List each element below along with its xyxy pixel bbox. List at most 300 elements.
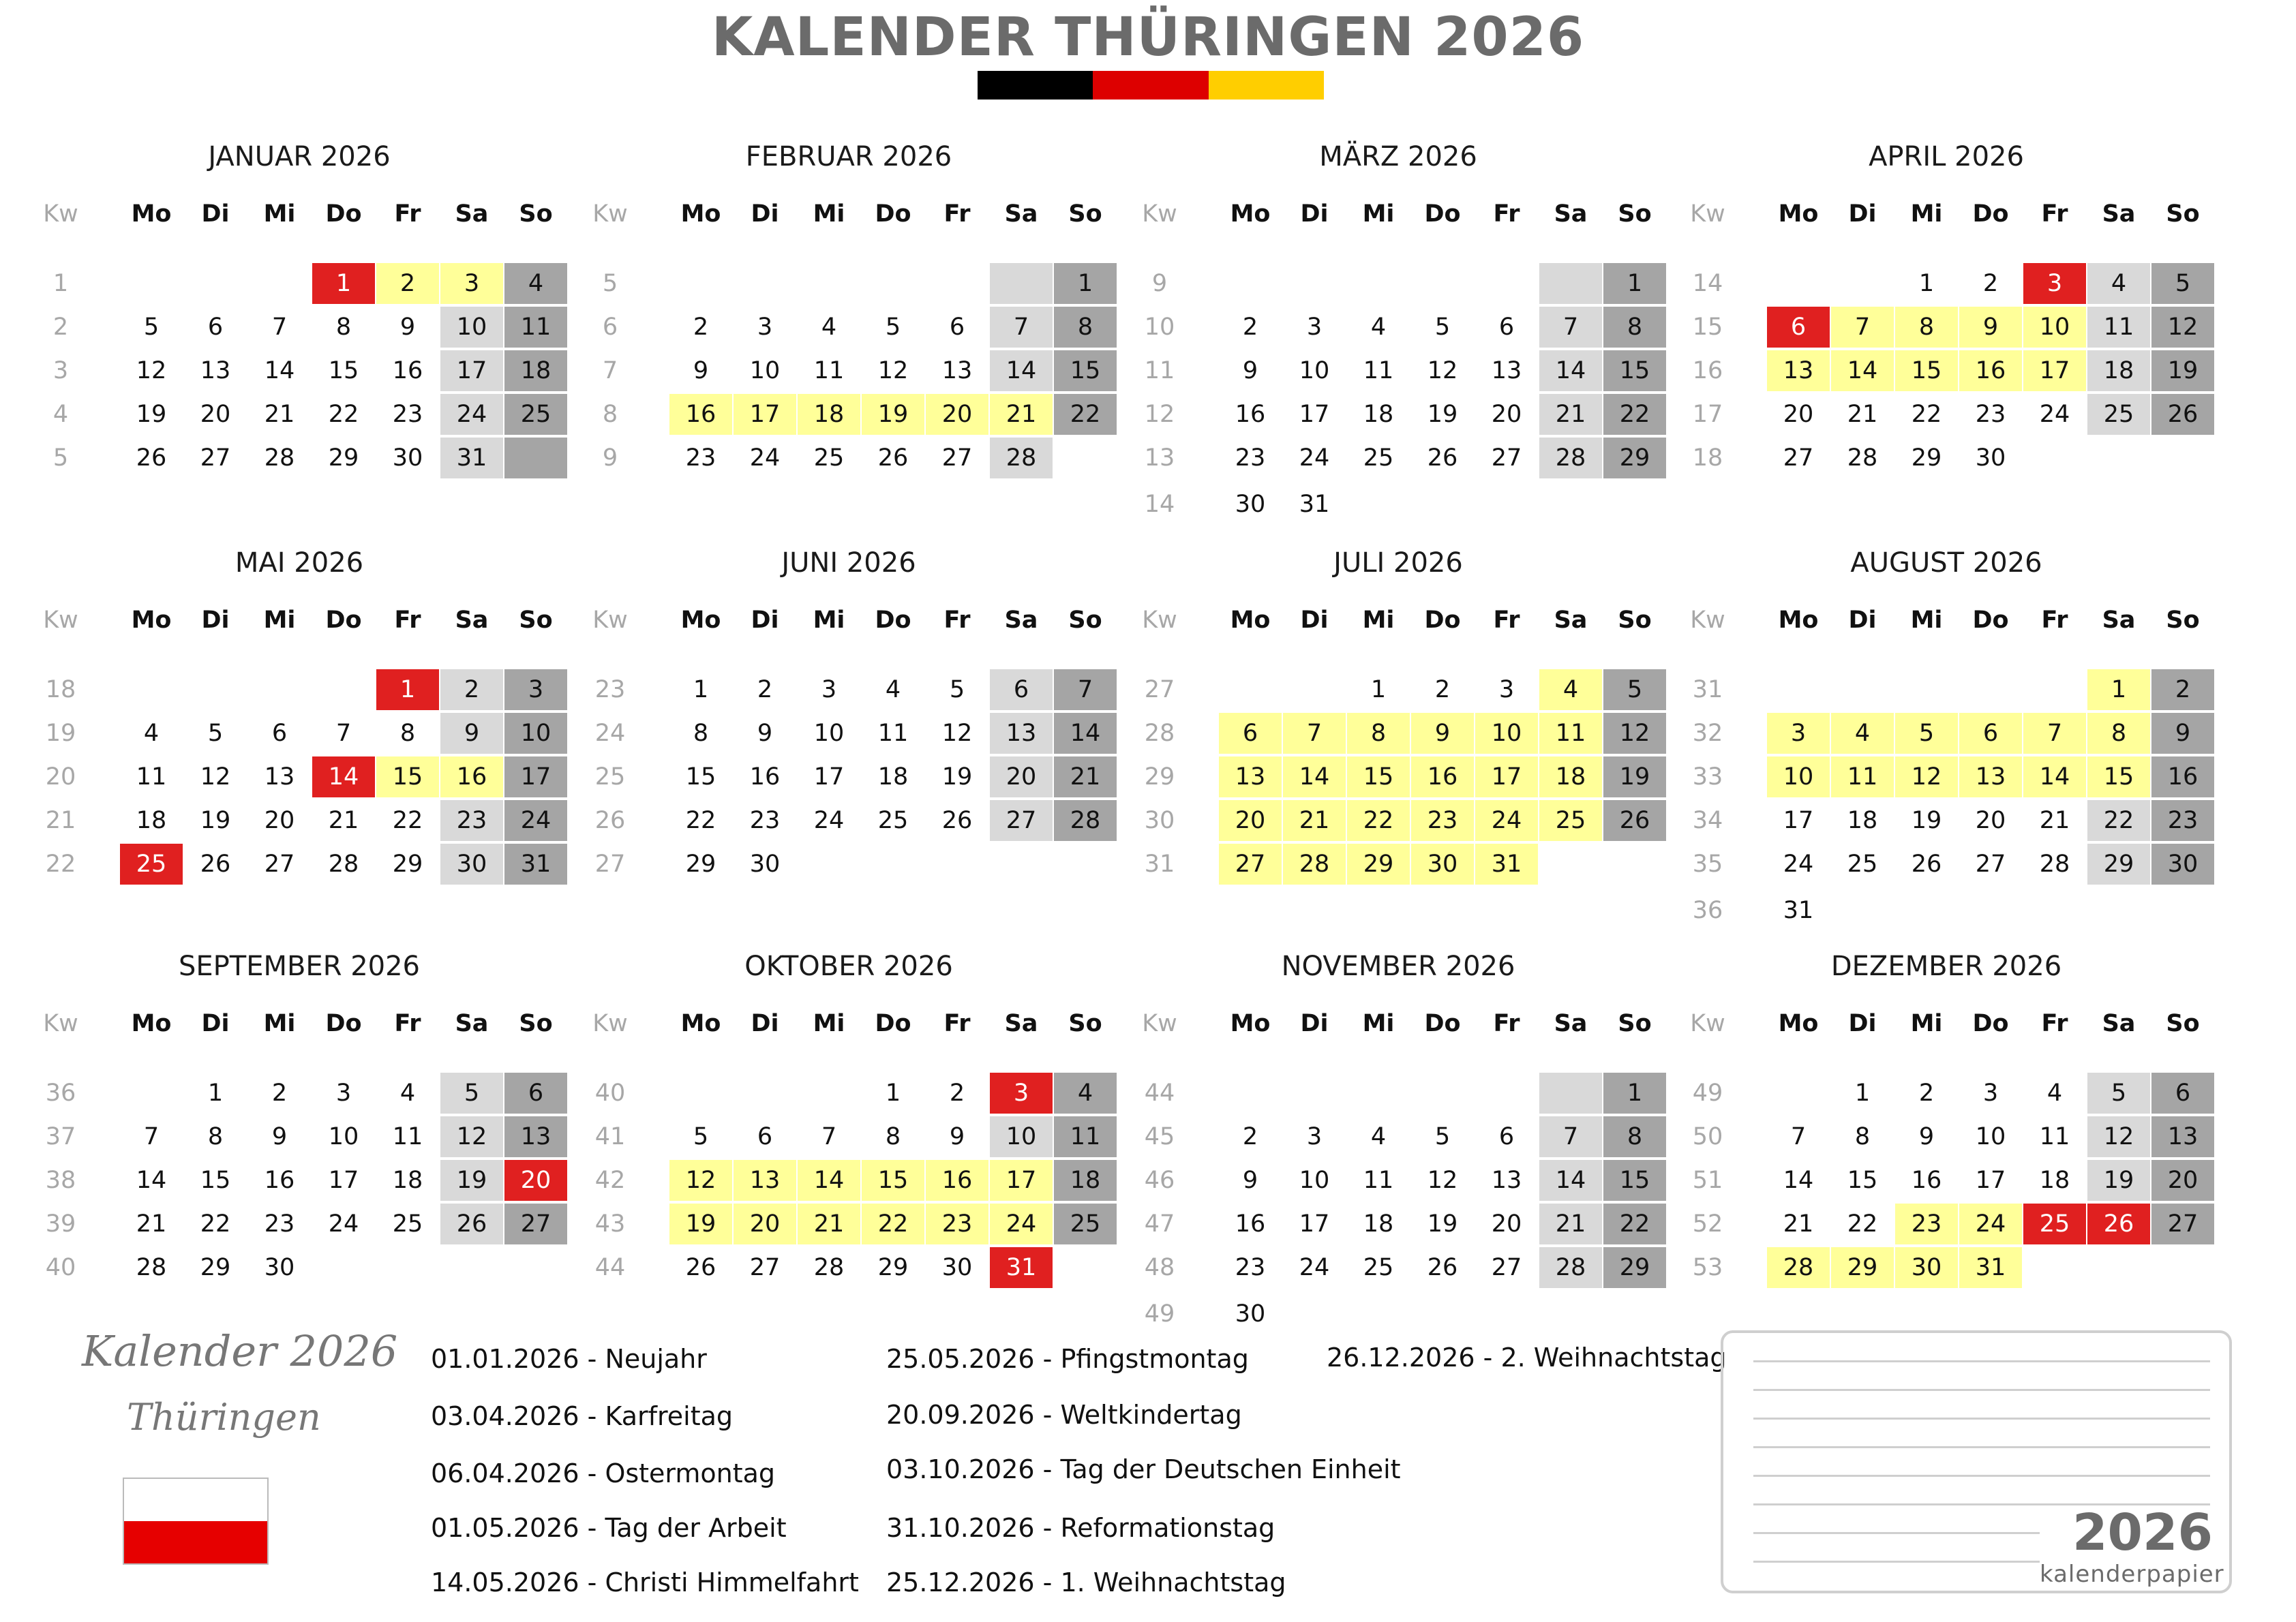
day-cell: 7: [1831, 307, 1894, 348]
day-cell: 9: [693, 357, 709, 384]
day-cell: 3: [335, 1080, 352, 1107]
day-cell: 21: [798, 1204, 860, 1244]
day-cell: 25: [2023, 1204, 2086, 1244]
day-cell: 17: [328, 1167, 359, 1194]
day-cell: 12: [1603, 713, 1666, 754]
day-cell: 25: [504, 394, 567, 435]
holiday-entry: 25.05.2026 - Pfingstmontag: [886, 1344, 1249, 1374]
month-title: JULI 2026: [1333, 547, 1463, 579]
day-cell: 4: [1539, 669, 1602, 710]
day-cell: 6: [271, 720, 288, 747]
day-cell: 14: [1831, 350, 1894, 391]
day-cell: 14: [798, 1160, 860, 1201]
weekday-header: So: [1068, 1010, 1102, 1037]
day-cell: 18: [136, 807, 167, 834]
notes-year: 2026: [2072, 1503, 2213, 1562]
week-number: 39: [45, 1210, 76, 1238]
day-cell: 18: [392, 1167, 423, 1194]
day-cell: 15: [1895, 350, 1958, 391]
week-number: 47: [1144, 1210, 1175, 1238]
day-cell: 18: [1363, 401, 1394, 428]
day-cell: 10: [990, 1116, 1053, 1157]
week-number: 9: [602, 444, 618, 472]
day-cell: 3: [821, 676, 837, 703]
weekday-header: Sa: [1554, 607, 1588, 634]
day-cell: 10: [440, 307, 503, 348]
german-flag-icon: [978, 71, 1324, 100]
day-cell: 4: [1831, 713, 1894, 754]
day-cell: 30: [1975, 444, 2006, 472]
month-9: [30, 946, 569, 1355]
day-cell: 20: [734, 1204, 796, 1244]
day-cell: 13: [1491, 357, 1522, 384]
weekday-header: So: [519, 607, 553, 634]
day-cell: 28: [2039, 851, 2070, 878]
week-number: 8: [602, 401, 618, 428]
day-cell: 4: [2087, 263, 2150, 304]
holiday-entry: 03.04.2026 - Karfreitag: [431, 1401, 734, 1431]
month-title: JANUAR 2026: [208, 141, 391, 172]
day-cell: 20: [926, 394, 988, 435]
week-number: 31: [1144, 851, 1175, 878]
day-cell: 24: [749, 444, 781, 472]
day-cell: 21: [1847, 401, 1878, 428]
week-number: 17: [1692, 401, 1723, 428]
weekday-header: Mi: [1910, 200, 1943, 228]
day-cell: 6: [990, 669, 1053, 710]
weekday-header: Mo: [1230, 1010, 1271, 1037]
holiday-entry: 06.04.2026 - Ostermontag: [431, 1458, 776, 1488]
day-cell: 30: [2151, 844, 2214, 885]
weekday-header: Fr: [394, 1010, 421, 1037]
kw-header: Kw: [1142, 607, 1177, 634]
holiday-entry: 14.05.2026 - Christi Himmelfahrt: [431, 1567, 859, 1597]
day-cell: 31: [440, 438, 503, 478]
day-cell: 5: [1603, 669, 1666, 710]
month-2: [579, 136, 1118, 545]
day-cell: 4: [1370, 313, 1387, 341]
weekday-header: Sa: [1004, 1010, 1038, 1037]
day-cell: 29: [685, 851, 716, 878]
weekday-header: So: [2166, 200, 2200, 228]
week-number: 49: [1144, 1300, 1175, 1328]
day-cell: 2: [376, 263, 439, 304]
day-cell: 22: [392, 807, 423, 834]
weekday-header: Fr: [943, 200, 971, 228]
week-number: 22: [45, 851, 76, 878]
weekday-header: Di: [1848, 607, 1877, 634]
weekday-header: Mi: [1910, 1010, 1943, 1037]
day-cell: 23: [1411, 800, 1474, 841]
day-cell: 14: [1539, 350, 1602, 391]
day-cell: 30: [264, 1254, 295, 1281]
day-cell: 24: [440, 394, 503, 435]
month-4: [1677, 136, 2216, 545]
day-cell: 3: [504, 669, 567, 710]
day-cell: 16: [1959, 350, 2022, 391]
day-cell: 15: [1603, 350, 1666, 391]
day-cell: 20: [264, 807, 295, 834]
week-number: 29: [1144, 763, 1175, 791]
month-title: OKTOBER 2026: [744, 951, 953, 982]
day-cell: 27: [749, 1254, 781, 1281]
week-number: 14: [1692, 270, 1723, 297]
weekday-header: Fr: [394, 607, 421, 634]
day-cell: 24: [813, 807, 845, 834]
day-cell: 2: [1434, 676, 1451, 703]
day-cell: 21: [264, 401, 295, 428]
day-cell: 22: [1054, 394, 1117, 435]
week-number: 27: [594, 851, 626, 878]
weekday-header: So: [1068, 200, 1102, 228]
day-cell: 9: [399, 313, 416, 341]
day-cell: 4: [2046, 1080, 2063, 1107]
day-cell: 8: [1854, 1123, 1871, 1150]
day-cell: 1: [376, 669, 439, 710]
day-cell: 26: [1427, 444, 1458, 472]
day-cell: 11: [813, 357, 845, 384]
week-number: 38: [45, 1167, 76, 1194]
day-cell: 8: [1603, 307, 1666, 348]
day-cell: 9: [271, 1123, 288, 1150]
day-cell: 7: [990, 307, 1053, 348]
week-number: 40: [594, 1080, 626, 1107]
week-number: 40: [45, 1254, 76, 1281]
day-cell: 6: [1498, 1123, 1515, 1150]
day-cell: 27: [504, 1204, 567, 1244]
day-cell: 7: [1054, 669, 1117, 710]
day-cell: 27: [1491, 444, 1522, 472]
day-cell: 9: [1242, 357, 1258, 384]
day-cell: 23: [685, 444, 716, 472]
weekday-header: Sa: [2102, 607, 2136, 634]
day-cell: 10: [2023, 307, 2086, 348]
week-number: 19: [45, 720, 76, 747]
day-cell: 7: [335, 720, 352, 747]
day-cell: 12: [941, 720, 973, 747]
day-cell: 23: [1235, 444, 1266, 472]
day-cell: 26: [877, 444, 909, 472]
day-cell: 7: [143, 1123, 160, 1150]
day-cell: 16: [926, 1160, 988, 1201]
weekday-header: Di: [1300, 1010, 1329, 1037]
day-cell: 17: [440, 350, 503, 391]
day-cell: 23: [926, 1204, 988, 1244]
day-cell: 26: [136, 444, 167, 472]
day-cell: 24: [2039, 401, 2070, 428]
day-cell: 13: [264, 763, 295, 791]
day-cell: 28: [1539, 438, 1602, 478]
day-cell: 19: [1427, 1210, 1458, 1238]
weekday-header: Do: [325, 200, 362, 228]
day-cell: [1539, 263, 1602, 304]
day-cell: 26: [1427, 1254, 1458, 1281]
day-cell: 3: [2023, 263, 2086, 304]
day-cell: 19: [440, 1160, 503, 1201]
day-cell: 1: [1603, 1073, 1666, 1114]
day-cell: 25: [1539, 800, 1602, 841]
day-cell: 29: [1911, 444, 1942, 472]
day-cell: 2: [693, 313, 709, 341]
day-cell: 11: [1363, 357, 1394, 384]
day-cell: 5: [2087, 1073, 2150, 1114]
kw-header: Kw: [1690, 607, 1725, 634]
day-cell: 9: [1242, 1167, 1258, 1194]
day-cell: 30: [1895, 1247, 1958, 1288]
day-cell: 6: [949, 313, 965, 341]
day-cell: 10: [1767, 756, 1830, 797]
day-cell: 17: [1975, 1167, 2006, 1194]
day-cell: 28: [328, 851, 359, 878]
day-cell: 16: [392, 357, 423, 384]
weekday-header: Mo: [1230, 607, 1271, 634]
notes-line: [1753, 1532, 2040, 1534]
weekday-header: Fr: [1493, 200, 1520, 228]
day-cell: 28: [1847, 444, 1878, 472]
weekday-header: Fr: [943, 1010, 971, 1037]
weekday-header: So: [519, 1010, 553, 1037]
day-cell: 21: [1054, 756, 1117, 797]
day-cell: 3: [990, 1073, 1053, 1114]
day-cell: 29: [1347, 844, 1410, 885]
day-cell: 28: [264, 444, 295, 472]
day-cell: 10: [1299, 1167, 1330, 1194]
day-cell: 30: [440, 844, 503, 885]
day-cell: 22: [200, 1210, 231, 1238]
holiday-entry: 26.12.2026 - 2. Weihnachtstag: [1327, 1343, 1727, 1373]
day-cell: 14: [2023, 756, 2086, 797]
weekday-header: Mi: [813, 607, 845, 634]
weekday-header: Mo: [1778, 607, 1819, 634]
day-cell: 4: [885, 676, 901, 703]
month-title: DEZEMBER 2026: [1830, 951, 2062, 982]
weekday-header: Di: [1848, 1010, 1877, 1037]
day-cell: 24: [328, 1210, 359, 1238]
week-number: 33: [1692, 763, 1723, 791]
day-cell: 1: [312, 263, 375, 304]
week-number: 37: [45, 1123, 76, 1150]
day-cell: 8: [1347, 713, 1410, 754]
day-cell: 2: [1242, 1123, 1258, 1150]
day-cell: 30: [749, 851, 781, 878]
week-number: 41: [594, 1123, 626, 1150]
week-number: 11: [1144, 357, 1175, 384]
day-cell: 13: [1219, 756, 1282, 797]
day-cell: 23: [749, 807, 781, 834]
day-cell: 10: [1299, 357, 1330, 384]
holiday-entry: 25.12.2026 - 1. Weihnachtstag: [886, 1567, 1286, 1597]
day-cell: 18: [877, 763, 909, 791]
day-cell: 23: [264, 1210, 295, 1238]
day-cell: 21: [2039, 807, 2070, 834]
day-cell: 21: [1539, 1204, 1602, 1244]
day-cell: 18: [798, 394, 860, 435]
month-8: [1677, 542, 2216, 951]
day-cell: 12: [669, 1160, 732, 1201]
month-title: MAI 2026: [235, 547, 364, 579]
week-number: 12: [1144, 401, 1175, 428]
month-1: [30, 136, 569, 545]
day-cell: 12: [1427, 1167, 1458, 1194]
day-cell: 6: [1767, 307, 1830, 348]
day-cell: 9: [440, 713, 503, 754]
weekday-header: Sa: [455, 200, 489, 228]
weekday-header: Di: [1300, 607, 1329, 634]
day-cell: 14: [1054, 713, 1117, 754]
day-cell: 22: [1911, 401, 1942, 428]
day-cell: 5: [1434, 1123, 1451, 1150]
week-number: 31: [1692, 676, 1723, 703]
month-title: JUNI 2026: [781, 547, 916, 579]
week-number: 53: [1692, 1254, 1723, 1281]
day-cell: 4: [143, 720, 160, 747]
weekday-header: Do: [1424, 607, 1461, 634]
day-cell: 24: [990, 1204, 1053, 1244]
day-cell: 17: [813, 763, 845, 791]
weekday-header: Mo: [1778, 200, 1819, 228]
day-cell: [990, 263, 1053, 304]
week-number: 42: [594, 1167, 626, 1194]
day-cell: 22: [1347, 800, 1410, 841]
day-cell: 26: [200, 851, 231, 878]
day-cell: 23: [1235, 1254, 1266, 1281]
week-number: 2: [52, 313, 69, 341]
day-cell: 1: [2087, 669, 2150, 710]
week-number: 32: [1692, 720, 1723, 747]
day-cell: 5: [1434, 313, 1451, 341]
weekday-header: Mi: [813, 200, 845, 228]
day-cell: 16: [749, 763, 781, 791]
day-cell: 7: [1539, 1116, 1602, 1157]
kw-header: Kw: [592, 1010, 628, 1037]
day-cell: 11: [1363, 1167, 1394, 1194]
day-cell: 29: [328, 444, 359, 472]
day-cell: 19: [862, 394, 924, 435]
day-cell: 7: [821, 1123, 837, 1150]
week-number: 9: [1151, 270, 1168, 297]
notes-line: [1753, 1475, 2210, 1477]
weekday-header: Di: [201, 200, 230, 228]
day-cell: 24: [504, 800, 567, 841]
holiday-entry: 20.09.2026 - Weltkindertag: [886, 1400, 1242, 1430]
day-cell: 21: [1539, 394, 1602, 435]
week-number: 30: [1144, 807, 1175, 834]
day-cell: 19: [1911, 807, 1942, 834]
weekday-header: Do: [875, 200, 911, 228]
day-cell: 27: [2151, 1204, 2214, 1244]
month-title: AUGUST 2026: [1850, 547, 2042, 579]
weekday-header: Fr: [1493, 1010, 1520, 1037]
day-cell: 24: [1299, 1254, 1330, 1281]
day-cell: 13: [200, 357, 231, 384]
day-cell: 31: [504, 844, 567, 885]
weekday-header: Sa: [1004, 607, 1038, 634]
weekday-header: Di: [1300, 200, 1329, 228]
week-number: 45: [1144, 1123, 1175, 1150]
day-cell: 14: [1539, 1160, 1602, 1201]
week-number: 20: [45, 763, 76, 791]
weekday-header: Di: [751, 607, 779, 634]
day-cell: 5: [885, 313, 901, 341]
week-number: 1: [52, 270, 69, 297]
week-number: 34: [1692, 807, 1723, 834]
weekday-header: Di: [201, 607, 230, 634]
day-cell: 1: [1054, 263, 1117, 304]
day-cell: 19: [136, 401, 167, 428]
day-cell: 30: [941, 1254, 973, 1281]
day-cell: 18: [504, 350, 567, 391]
day-cell: 13: [941, 357, 973, 384]
day-cell: 6: [207, 313, 224, 341]
day-cell: 8: [335, 313, 352, 341]
day-cell: 10: [1475, 713, 1538, 754]
notes-line: [1753, 1360, 2210, 1362]
day-cell: 12: [2151, 307, 2214, 348]
kw-header: Kw: [592, 200, 628, 228]
day-cell: 25: [392, 1210, 423, 1238]
day-cell: 27: [1491, 1254, 1522, 1281]
weekday-header: Di: [201, 1010, 230, 1037]
weekday-header: So: [1618, 200, 1652, 228]
day-cell: 29: [392, 851, 423, 878]
weekday-header: Sa: [455, 607, 489, 634]
weekday-header: Mi: [263, 200, 296, 228]
day-cell: 14: [1283, 756, 1346, 797]
weekday-header: Fr: [2041, 1010, 2068, 1037]
month-7: [1129, 542, 1667, 951]
day-cell: 12: [1427, 357, 1458, 384]
week-number: 27: [1144, 676, 1175, 703]
weekday-header: Mo: [131, 607, 172, 634]
day-cell: 2: [271, 1080, 288, 1107]
kw-header: Kw: [1690, 200, 1725, 228]
day-cell: 15: [1054, 350, 1117, 391]
day-cell: 20: [200, 401, 231, 428]
week-number: 6: [602, 313, 618, 341]
day-cell: 21: [990, 394, 1053, 435]
day-cell: 20: [1975, 807, 2006, 834]
day-cell: 20: [1219, 800, 1282, 841]
day-cell: 5: [693, 1123, 709, 1150]
day-cell: 4: [399, 1080, 416, 1107]
day-cell: 7: [1539, 307, 1602, 348]
month-6: [579, 542, 1118, 951]
day-cell: 25: [2087, 394, 2150, 435]
day-cell: 11: [2087, 307, 2150, 348]
day-cell: 27: [1783, 444, 1814, 472]
day-cell: 28: [813, 1254, 845, 1281]
day-cell: 11: [136, 763, 167, 791]
day-cell: 11: [504, 307, 567, 348]
day-cell: 13: [734, 1160, 796, 1201]
day-cell: 10: [813, 720, 845, 747]
day-cell: 23: [392, 401, 423, 428]
weekday-header: Do: [325, 607, 362, 634]
day-cell: 8: [1603, 1116, 1666, 1157]
day-cell: 8: [885, 1123, 901, 1150]
day-cell: 17: [2023, 350, 2086, 391]
day-cell: 28: [1539, 1247, 1602, 1288]
day-cell: 19: [669, 1204, 732, 1244]
day-cell: 9: [1918, 1123, 1935, 1150]
week-number: 13: [1144, 444, 1175, 472]
day-cell: 23: [1895, 1204, 1958, 1244]
day-cell: 11: [877, 720, 909, 747]
day-cell: 17: [1475, 756, 1538, 797]
month-3: [1129, 136, 1667, 545]
day-cell: 23: [1975, 401, 2006, 428]
day-cell: 16: [440, 756, 503, 797]
